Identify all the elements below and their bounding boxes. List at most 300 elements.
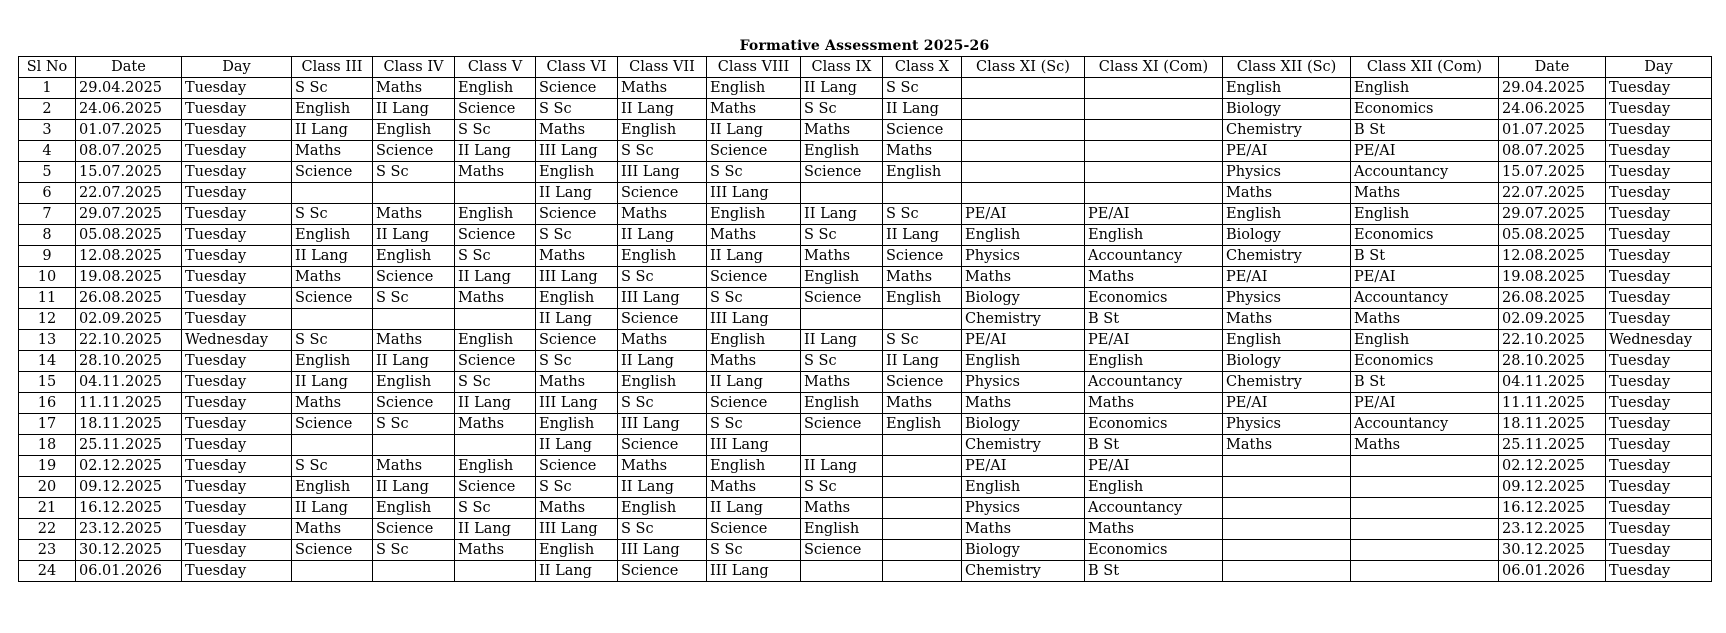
table-row — [19, 435, 1712, 456]
table-cell: English — [292, 99, 373, 120]
table-cell: II Lang — [801, 456, 883, 477]
table-cell: 24.06.2025 — [1499, 99, 1606, 120]
table-cell: Economics — [1351, 351, 1499, 372]
table-cell: 22.07.2025 — [76, 183, 182, 204]
table-cell: B St — [1351, 120, 1499, 141]
table-cell: S Sc — [373, 288, 455, 309]
table-cell: II Lang — [455, 393, 536, 414]
table-cell: 08.07.2025 — [1499, 141, 1606, 162]
table-cell: 15.07.2025 — [1499, 162, 1606, 183]
table-cell: 28.10.2025 — [1499, 351, 1606, 372]
serial-number-cell: 1 — [19, 78, 76, 99]
table-cell: II Lang — [707, 372, 801, 393]
table-cell: II Lang — [292, 120, 373, 141]
page-title: Formative Assessment 2025-26 — [739, 38, 990, 54]
table-cell: III Lang — [707, 309, 801, 330]
serial-number-cell: 23 — [19, 540, 76, 561]
serial-number-cell: 3 — [19, 120, 76, 141]
table-cell: III Lang — [707, 183, 801, 204]
table-cell: Maths — [292, 393, 373, 414]
table-cell — [1223, 561, 1351, 582]
table-cell: 12.08.2025 — [76, 246, 182, 267]
table-cell — [455, 561, 536, 582]
table-cell: Science — [801, 288, 883, 309]
table-cell: Wednesday — [182, 330, 292, 351]
table-cell: S Sc — [707, 414, 801, 435]
table-cell: Maths — [707, 99, 801, 120]
table-row — [19, 120, 1712, 141]
serial-number-cell: 16 — [19, 393, 76, 414]
table-cell: II Lang — [373, 477, 455, 498]
serial-number-cell: 15 — [19, 372, 76, 393]
table-cell: II Lang — [883, 225, 962, 246]
table-cell: 04.11.2025 — [76, 372, 182, 393]
table-cell: Chemistry — [1223, 120, 1351, 141]
table-cell: Science — [707, 267, 801, 288]
table-cell: Maths — [1351, 435, 1499, 456]
table-cell: S Sc — [618, 519, 707, 540]
serial-number-cell: 14 — [19, 351, 76, 372]
table-cell — [883, 519, 962, 540]
table-cell: English — [883, 288, 962, 309]
table-cell: English — [707, 204, 801, 225]
serial-number-cell: 11 — [19, 288, 76, 309]
table-cell: English — [618, 120, 707, 141]
table-cell: Maths — [962, 519, 1085, 540]
table-cell: 06.01.2026 — [1499, 561, 1606, 582]
table-row — [19, 561, 1712, 582]
table-cell — [801, 309, 883, 330]
table-cell: English — [373, 120, 455, 141]
table-cell: S Sc — [618, 267, 707, 288]
table-cell: Biology — [1223, 99, 1351, 120]
table-cell: 23.12.2025 — [76, 519, 182, 540]
table-cell: Maths — [1085, 519, 1223, 540]
table-cell — [373, 435, 455, 456]
table-row — [19, 183, 1712, 204]
table-cell — [292, 183, 373, 204]
table-cell: III Lang — [536, 519, 618, 540]
table-cell — [962, 162, 1085, 183]
table-cell: Accountancy — [1351, 288, 1499, 309]
table-cell — [292, 561, 373, 582]
table-cell — [1085, 183, 1223, 204]
table-cell: Tuesday — [182, 414, 292, 435]
table-cell: 01.07.2025 — [1499, 120, 1606, 141]
table-cell — [1085, 162, 1223, 183]
table-cell: Tuesday — [1606, 162, 1712, 183]
table-cell: Maths — [455, 288, 536, 309]
table-cell: Maths — [1223, 183, 1351, 204]
table-cell: Maths — [373, 204, 455, 225]
column-header: Class VI — [536, 57, 618, 78]
table-cell: Maths — [1085, 267, 1223, 288]
table-cell: Tuesday — [182, 519, 292, 540]
table-cell: 23.12.2025 — [1499, 519, 1606, 540]
table-cell: B St — [1351, 246, 1499, 267]
table-cell: 29.04.2025 — [1499, 78, 1606, 99]
table-cell: Science — [801, 162, 883, 183]
table-cell: II Lang — [618, 477, 707, 498]
assessment-sheet — [18, 36, 1711, 582]
table-cell: II Lang — [292, 372, 373, 393]
table-cell: PE/AI — [1085, 204, 1223, 225]
table-cell: Science — [536, 78, 618, 99]
table-cell: Tuesday — [1606, 120, 1712, 141]
table-cell: 18.11.2025 — [1499, 414, 1606, 435]
table-cell: II Lang — [536, 435, 618, 456]
table-cell: S Sc — [536, 99, 618, 120]
table-cell: English — [801, 267, 883, 288]
table-cell: Maths — [536, 120, 618, 141]
table-cell: PE/AI — [1223, 267, 1351, 288]
table-cell: S Sc — [618, 141, 707, 162]
table-cell: 04.11.2025 — [1499, 372, 1606, 393]
table-row — [19, 204, 1712, 225]
table-cell: Maths — [883, 141, 962, 162]
table-cell: S Sc — [801, 351, 883, 372]
schedule-table — [18, 56, 1712, 582]
table-cell — [1351, 519, 1499, 540]
table-cell: Tuesday — [182, 309, 292, 330]
table-cell: S Sc — [455, 498, 536, 519]
table-row — [19, 246, 1712, 267]
table-cell: Tuesday — [182, 393, 292, 414]
table-cell: Tuesday — [1606, 498, 1712, 519]
serial-number-cell: 20 — [19, 477, 76, 498]
table-cell: II Lang — [455, 519, 536, 540]
table-cell: Science — [707, 519, 801, 540]
table-cell: Tuesday — [1606, 267, 1712, 288]
serial-number-cell: 10 — [19, 267, 76, 288]
table-cell: Maths — [801, 246, 883, 267]
table-cell: PE/AI — [1351, 141, 1499, 162]
table-cell: Tuesday — [1606, 225, 1712, 246]
table-cell: 11.11.2025 — [1499, 393, 1606, 414]
table-cell: S Sc — [455, 120, 536, 141]
table-cell — [883, 309, 962, 330]
table-cell: Biology — [962, 288, 1085, 309]
table-cell: Economics — [1085, 414, 1223, 435]
table-cell — [455, 183, 536, 204]
table-cell: 25.11.2025 — [76, 435, 182, 456]
table-cell: II Lang — [618, 351, 707, 372]
table-cell: English — [1085, 351, 1223, 372]
column-header: Class III — [292, 57, 373, 78]
table-cell: Tuesday — [1606, 561, 1712, 582]
table-row — [19, 78, 1712, 99]
table-cell: Maths — [618, 456, 707, 477]
table-cell: Science — [536, 204, 618, 225]
table-cell: 16.12.2025 — [1499, 498, 1606, 519]
table-cell: III Lang — [536, 267, 618, 288]
table-cell: Tuesday — [182, 498, 292, 519]
table-cell: 22.07.2025 — [1499, 183, 1606, 204]
table-cell: Tuesday — [182, 372, 292, 393]
table-cell: Tuesday — [1606, 204, 1712, 225]
table-cell — [801, 183, 883, 204]
column-header: Class VII — [618, 57, 707, 78]
table-cell: Tuesday — [1606, 288, 1712, 309]
table-cell: English — [962, 351, 1085, 372]
table-cell: Tuesday — [182, 351, 292, 372]
table-cell: Wednesday — [1606, 330, 1712, 351]
table-cell — [1223, 498, 1351, 519]
table-cell — [455, 435, 536, 456]
table-cell: English — [618, 498, 707, 519]
table-cell: Maths — [536, 372, 618, 393]
table-cell: English — [1223, 330, 1351, 351]
table-cell — [1351, 456, 1499, 477]
table-cell: English — [707, 78, 801, 99]
table-row — [19, 141, 1712, 162]
table-cell: English — [801, 519, 883, 540]
table-row — [19, 225, 1712, 246]
table-cell: 09.12.2025 — [76, 477, 182, 498]
column-header: Day — [182, 57, 292, 78]
table-cell: 26.08.2025 — [76, 288, 182, 309]
table-cell: Chemistry — [962, 309, 1085, 330]
table-cell: Physics — [1223, 288, 1351, 309]
table-row — [19, 477, 1712, 498]
table-cell: Chemistry — [1223, 372, 1351, 393]
table-cell: 29.07.2025 — [1499, 204, 1606, 225]
table-cell: Science — [883, 120, 962, 141]
column-header: Day — [1606, 57, 1712, 78]
table-cell: English — [373, 498, 455, 519]
serial-number-cell: 5 — [19, 162, 76, 183]
table-cell: 02.12.2025 — [76, 456, 182, 477]
table-cell: Accountancy — [1085, 246, 1223, 267]
table-cell: Tuesday — [182, 99, 292, 120]
table-cell: Chemistry — [962, 561, 1085, 582]
table-cell — [1085, 120, 1223, 141]
table-cell: PE/AI — [1223, 141, 1351, 162]
table-cell: II Lang — [618, 225, 707, 246]
table-cell: S Sc — [883, 330, 962, 351]
table-cell: Maths — [292, 519, 373, 540]
table-cell: Science — [536, 330, 618, 351]
table-cell: III Lang — [618, 540, 707, 561]
table-cell: English — [1223, 78, 1351, 99]
table-cell: S Sc — [536, 477, 618, 498]
serial-number-cell: 7 — [19, 204, 76, 225]
serial-number-cell: 12 — [19, 309, 76, 330]
column-header: Class XI (Sc) — [962, 57, 1085, 78]
table-row — [19, 519, 1712, 540]
table-cell — [883, 498, 962, 519]
table-cell: Science — [883, 246, 962, 267]
table-cell: S Sc — [292, 330, 373, 351]
table-cell: 19.08.2025 — [76, 267, 182, 288]
column-header: Date — [76, 57, 182, 78]
table-cell: English — [455, 204, 536, 225]
table-cell: B St — [1085, 435, 1223, 456]
table-cell: II Lang — [536, 561, 618, 582]
table-cell: PE/AI — [962, 456, 1085, 477]
table-cell: II Lang — [536, 309, 618, 330]
table-cell: 22.10.2025 — [1499, 330, 1606, 351]
table-cell: Maths — [455, 162, 536, 183]
table-cell: English — [707, 330, 801, 351]
table-cell — [1085, 141, 1223, 162]
table-body — [19, 78, 1712, 582]
table-row — [19, 540, 1712, 561]
table-cell: II Lang — [373, 99, 455, 120]
table-cell: S Sc — [292, 456, 373, 477]
table-cell: Maths — [373, 456, 455, 477]
table-cell — [1351, 561, 1499, 582]
table-header-row — [19, 57, 1712, 78]
table-cell: Science — [536, 456, 618, 477]
table-cell: Maths — [801, 372, 883, 393]
table-cell: English — [373, 372, 455, 393]
table-cell — [1351, 540, 1499, 561]
table-cell: PE/AI — [1223, 393, 1351, 414]
table-cell — [1223, 456, 1351, 477]
table-cell: 24.06.2025 — [76, 99, 182, 120]
table-cell: Maths — [962, 393, 1085, 414]
table-cell: Physics — [962, 498, 1085, 519]
table-cell: Physics — [1223, 162, 1351, 183]
table-cell: PE/AI — [1351, 267, 1499, 288]
table-cell: Tuesday — [182, 78, 292, 99]
serial-number-cell: 6 — [19, 183, 76, 204]
table-cell: Economics — [1351, 99, 1499, 120]
table-cell: S Sc — [373, 162, 455, 183]
table-cell: English — [536, 162, 618, 183]
table-cell: 09.12.2025 — [1499, 477, 1606, 498]
table-cell: II Lang — [801, 204, 883, 225]
table-cell: Tuesday — [182, 288, 292, 309]
table-cell: II Lang — [455, 141, 536, 162]
table-cell: Science — [455, 99, 536, 120]
serial-number-cell: 19 — [19, 456, 76, 477]
table-cell — [455, 309, 536, 330]
table-cell: Maths — [618, 204, 707, 225]
table-cell: English — [292, 351, 373, 372]
table-cell — [962, 99, 1085, 120]
column-header: Class VIII — [707, 57, 801, 78]
table-cell: Chemistry — [962, 435, 1085, 456]
table-cell — [373, 183, 455, 204]
column-header: Date — [1499, 57, 1606, 78]
column-header: Class V — [455, 57, 536, 78]
table-cell: 02.12.2025 — [1499, 456, 1606, 477]
table-cell: III Lang — [618, 414, 707, 435]
table-cell: II Lang — [536, 183, 618, 204]
table-cell: Science — [455, 225, 536, 246]
table-cell: Maths — [455, 540, 536, 561]
table-cell — [883, 477, 962, 498]
table-cell: Science — [373, 393, 455, 414]
table-cell — [373, 561, 455, 582]
table-cell: Science — [292, 288, 373, 309]
table-cell: English — [883, 162, 962, 183]
table-cell: Accountancy — [1085, 372, 1223, 393]
table-cell: S Sc — [455, 246, 536, 267]
table-cell: Economics — [1085, 288, 1223, 309]
table-cell: English — [373, 246, 455, 267]
table-cell: 05.08.2025 — [1499, 225, 1606, 246]
table-cell — [883, 561, 962, 582]
table-cell: 25.11.2025 — [1499, 435, 1606, 456]
table-cell: S Sc — [883, 204, 962, 225]
table-cell: PE/AI — [1085, 330, 1223, 351]
table-cell: Biology — [962, 540, 1085, 561]
table-cell: III Lang — [618, 288, 707, 309]
table-row — [19, 288, 1712, 309]
table-cell: Science — [801, 414, 883, 435]
table-row — [19, 414, 1712, 435]
table-cell: Maths — [1085, 393, 1223, 414]
table-cell: Maths — [618, 330, 707, 351]
table-cell: II Lang — [707, 246, 801, 267]
table-row — [19, 99, 1712, 120]
table-cell: II Lang — [707, 120, 801, 141]
table-cell: 19.08.2025 — [1499, 267, 1606, 288]
table-cell: 22.10.2025 — [76, 330, 182, 351]
table-cell: Chemistry — [1223, 246, 1351, 267]
table-cell: English — [455, 330, 536, 351]
table-cell — [801, 561, 883, 582]
table-cell: Tuesday — [182, 435, 292, 456]
serial-number-cell: 17 — [19, 414, 76, 435]
table-cell: English — [1351, 330, 1499, 351]
table-cell: II Lang — [801, 330, 883, 351]
table-cell: PE/AI — [962, 204, 1085, 225]
table-cell: S Sc — [801, 477, 883, 498]
table-cell: Science — [455, 477, 536, 498]
table-cell: English — [962, 477, 1085, 498]
table-cell: Biology — [1223, 225, 1351, 246]
table-cell — [1351, 498, 1499, 519]
table-cell: Maths — [883, 267, 962, 288]
table-cell: 26.08.2025 — [1499, 288, 1606, 309]
table-cell: S Sc — [801, 225, 883, 246]
table-cell: English — [1351, 78, 1499, 99]
table-cell: Biology — [1223, 351, 1351, 372]
column-header: Class XI (Com) — [1085, 57, 1223, 78]
table-cell: Science — [618, 183, 707, 204]
table-cell: Economics — [1351, 225, 1499, 246]
table-row — [19, 372, 1712, 393]
table-cell: S Sc — [373, 414, 455, 435]
table-cell: Science — [801, 540, 883, 561]
table-cell: II Lang — [707, 498, 801, 519]
table-cell: 29.07.2025 — [76, 204, 182, 225]
table-cell: Maths — [707, 477, 801, 498]
table-cell: Maths — [618, 78, 707, 99]
table-cell: Maths — [536, 246, 618, 267]
table-cell: English — [536, 288, 618, 309]
table-cell — [883, 456, 962, 477]
table-cell: II Lang — [801, 78, 883, 99]
table-cell: II Lang — [883, 99, 962, 120]
table-cell: Accountancy — [1351, 414, 1499, 435]
table-cell — [292, 435, 373, 456]
table-cell: Economics — [1085, 540, 1223, 561]
table-cell: II Lang — [455, 267, 536, 288]
table-cell: Tuesday — [1606, 351, 1712, 372]
table-cell — [801, 435, 883, 456]
table-cell: Accountancy — [1351, 162, 1499, 183]
table-cell: Tuesday — [1606, 456, 1712, 477]
table-cell: English — [536, 414, 618, 435]
table-cell: 11.11.2025 — [76, 393, 182, 414]
column-header: Class IV — [373, 57, 455, 78]
table-cell: 28.10.2025 — [76, 351, 182, 372]
